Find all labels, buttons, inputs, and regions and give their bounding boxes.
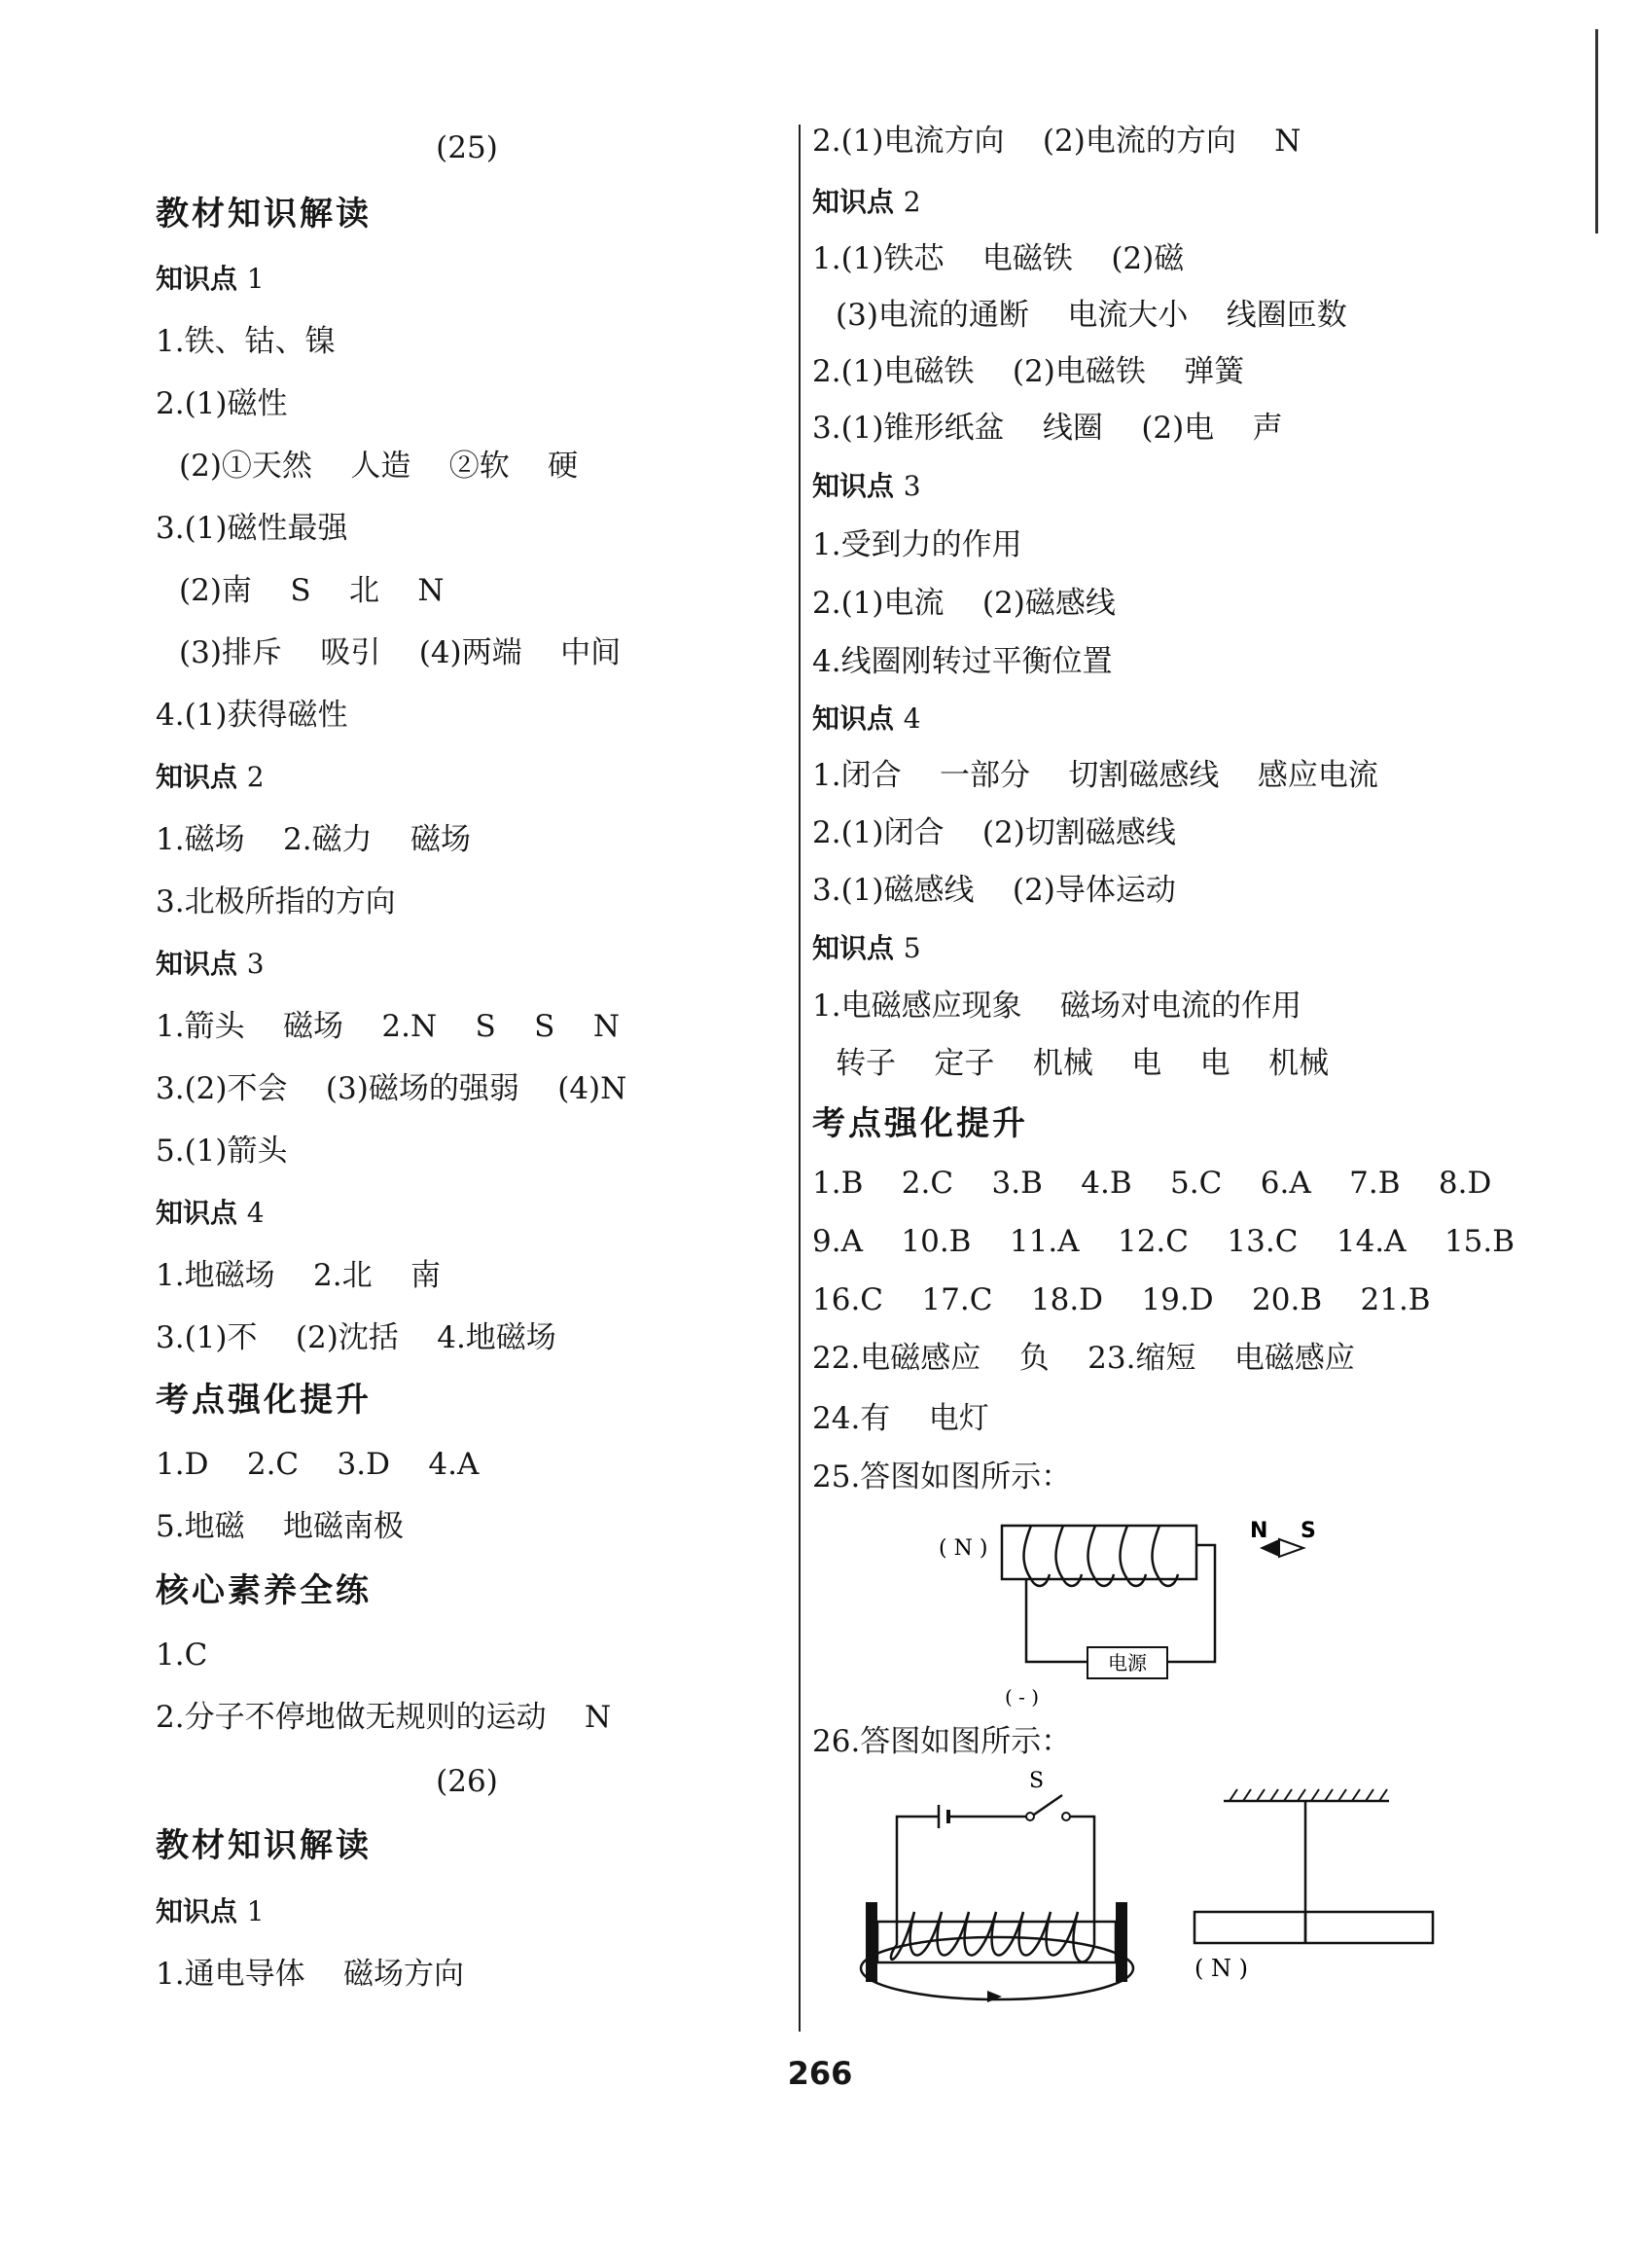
heading-exam-points: 考点强化提升 <box>812 1104 1028 1143</box>
answer-line: (2)①天然 人造 ②软 硬 <box>179 449 579 484</box>
answer-line: 1.磁场 2.磁力 磁场 <box>156 822 471 857</box>
fig26-bar-magnet <box>1194 1912 1433 1943</box>
knowledge-point-3: 知识点 3 <box>156 948 265 980</box>
answer-line: 16.C 17.C 18.D 19.D 20.B 21.B <box>812 1282 1431 1317</box>
answer-line: 3.(2)不会 (3)磁场的强弱 (4)N <box>156 1071 627 1106</box>
answer-line: 1.铁、钴、镍 <box>156 324 336 359</box>
answer-line: 1.地磁场 2.北 南 <box>156 1258 441 1293</box>
answer-line: 1.D 2.C 3.D 4.A <box>156 1447 480 1482</box>
fig26-switch-contact-2 <box>1062 1813 1070 1820</box>
answer-line: 3.(1)磁性最强 <box>156 511 348 546</box>
answer-line: 1.闭合 一部分 切割磁感线 感应电流 <box>812 758 1378 793</box>
fig26-core-end-left <box>866 1902 877 1982</box>
answer-line: 24.有 电灯 <box>812 1401 989 1436</box>
answer-line: 1.(1)铁芯 电磁铁 (2)磁 <box>812 241 1185 276</box>
knowledge-point-2: 知识点 2 <box>156 761 265 793</box>
knowledge-point-1b: 知识点 1 <box>156 1895 265 1927</box>
fig26-n-label: ( N ) <box>1194 1955 1248 1982</box>
answer-line: 2.(1)电流 (2)磁感线 <box>812 586 1116 621</box>
heading-exam-points: 考点强化提升 <box>156 1381 372 1420</box>
fig26-switch-label: S <box>1029 1769 1045 1793</box>
fig26-ceiling-hatch <box>1230 1789 1387 1801</box>
fig25-coil-windings <box>1024 1526 1179 1586</box>
fig25-power-label: 电源 <box>1108 1651 1147 1674</box>
fig25-wire-right <box>1167 1545 1215 1662</box>
answer-line: 3.北极所指的方向 <box>156 884 396 919</box>
section-number-26: (26) <box>436 1764 498 1799</box>
fig25-solenoid-core <box>1002 1526 1196 1579</box>
knowledge-point-1: 知识点 1 <box>156 263 265 295</box>
answer-line: 2.(1)电磁铁 (2)电磁铁 弹簧 <box>812 354 1245 389</box>
figure-25-solenoid <box>929 1506 1337 1715</box>
fig25-wire-left <box>1026 1579 1087 1662</box>
page-number: 266 <box>787 2055 853 2092</box>
fig25-s-label: S <box>1301 1519 1316 1543</box>
answer-line: 2.(1)闭合 (2)切割磁感线 <box>812 815 1176 850</box>
fig26-wire-left <box>897 1817 939 1945</box>
answer-line: 4.线圈刚转过平衡位置 <box>812 644 1113 679</box>
answer-line: 4.(1)获得磁性 <box>156 698 348 733</box>
section-number-25: (25) <box>436 130 498 165</box>
answer-line: 1.B 2.C 3.B 4.B 5.C 6.A 7.B 8.D <box>812 1166 1492 1201</box>
fig25-n-label: N <box>1250 1519 1268 1543</box>
knowledge-point-2: 知识点 2 <box>812 186 921 218</box>
knowledge-point-5: 知识点 5 <box>812 932 921 964</box>
knowledge-point-4: 知识点 4 <box>812 702 921 735</box>
knowledge-point-3: 知识点 3 <box>812 470 921 502</box>
answer-line: 转子 定子 机械 电 电 机械 <box>836 1046 1330 1081</box>
answer-line: 25.答图如图所示： <box>812 1459 1072 1494</box>
fig25-left-label: ( N ) <box>939 1536 988 1561</box>
fig26-switch-lever <box>1034 1795 1062 1815</box>
answer-line: 9.A 10.B 11.A 12.C 13.C 14.A 15.B <box>812 1224 1515 1259</box>
answer-line: 1.C <box>156 1638 208 1673</box>
answer-line: 3.(1)不 (2)沈括 4.地磁场 <box>156 1320 556 1355</box>
heading-core-literacy: 核心素养全练 <box>156 1571 372 1610</box>
answer-line: 3.(1)磁感线 (2)导体运动 <box>812 873 1176 908</box>
answer-line: 5.地磁 地磁南极 <box>156 1509 404 1544</box>
answer-line: 1.通电导体 磁场方向 <box>156 1957 464 1992</box>
fig26-current-loop <box>861 1937 1133 1999</box>
fig26-switch-contact <box>1026 1813 1034 1820</box>
answer-line: 1.电磁感应现象 磁场对电流的作用 <box>812 989 1301 1024</box>
heading-textbook-reading-2: 教材知识解读 <box>156 1826 372 1865</box>
heading-textbook-reading: 教材知识解读 <box>156 195 372 234</box>
column-divider <box>799 125 801 2032</box>
answer-line: (3)电流的通断 电流大小 线圈匝数 <box>836 298 1347 333</box>
page-edge-line <box>1595 29 1598 234</box>
fig25-bottom-label: ( - ) <box>1005 1685 1040 1709</box>
answer-line: (2)南 S 北 N <box>179 573 445 608</box>
answer-line: 26.答图如图所示： <box>812 1724 1072 1759</box>
answer-line: 1.箭头 磁场 2.N S S N <box>156 1009 620 1044</box>
answer-line: 5.(1)箭头 <box>156 1134 288 1169</box>
fig26-core-end-right <box>1116 1902 1127 1982</box>
answer-line: (3)排斥 吸引 (4)两端 中间 <box>179 635 622 670</box>
answer-line: 2.(1)电流方向 (2)电流的方向 N <box>812 124 1301 159</box>
knowledge-point-4: 知识点 4 <box>156 1197 265 1229</box>
answer-line: 3.(1)锥形纸盆 线圈 (2)电 声 <box>812 411 1283 446</box>
answer-line: 22.电磁感应 负 23.缩短 电磁感应 <box>812 1341 1355 1376</box>
answer-line: 1.受到力的作用 <box>812 527 1022 562</box>
fig26-iron-core <box>877 1922 1116 1962</box>
answer-line: 2.分子不停地做无规则的运动 N <box>156 1700 612 1735</box>
answer-line: 2.(1)磁性 <box>156 386 288 421</box>
figure-26-electromagnet <box>837 1766 1444 2038</box>
